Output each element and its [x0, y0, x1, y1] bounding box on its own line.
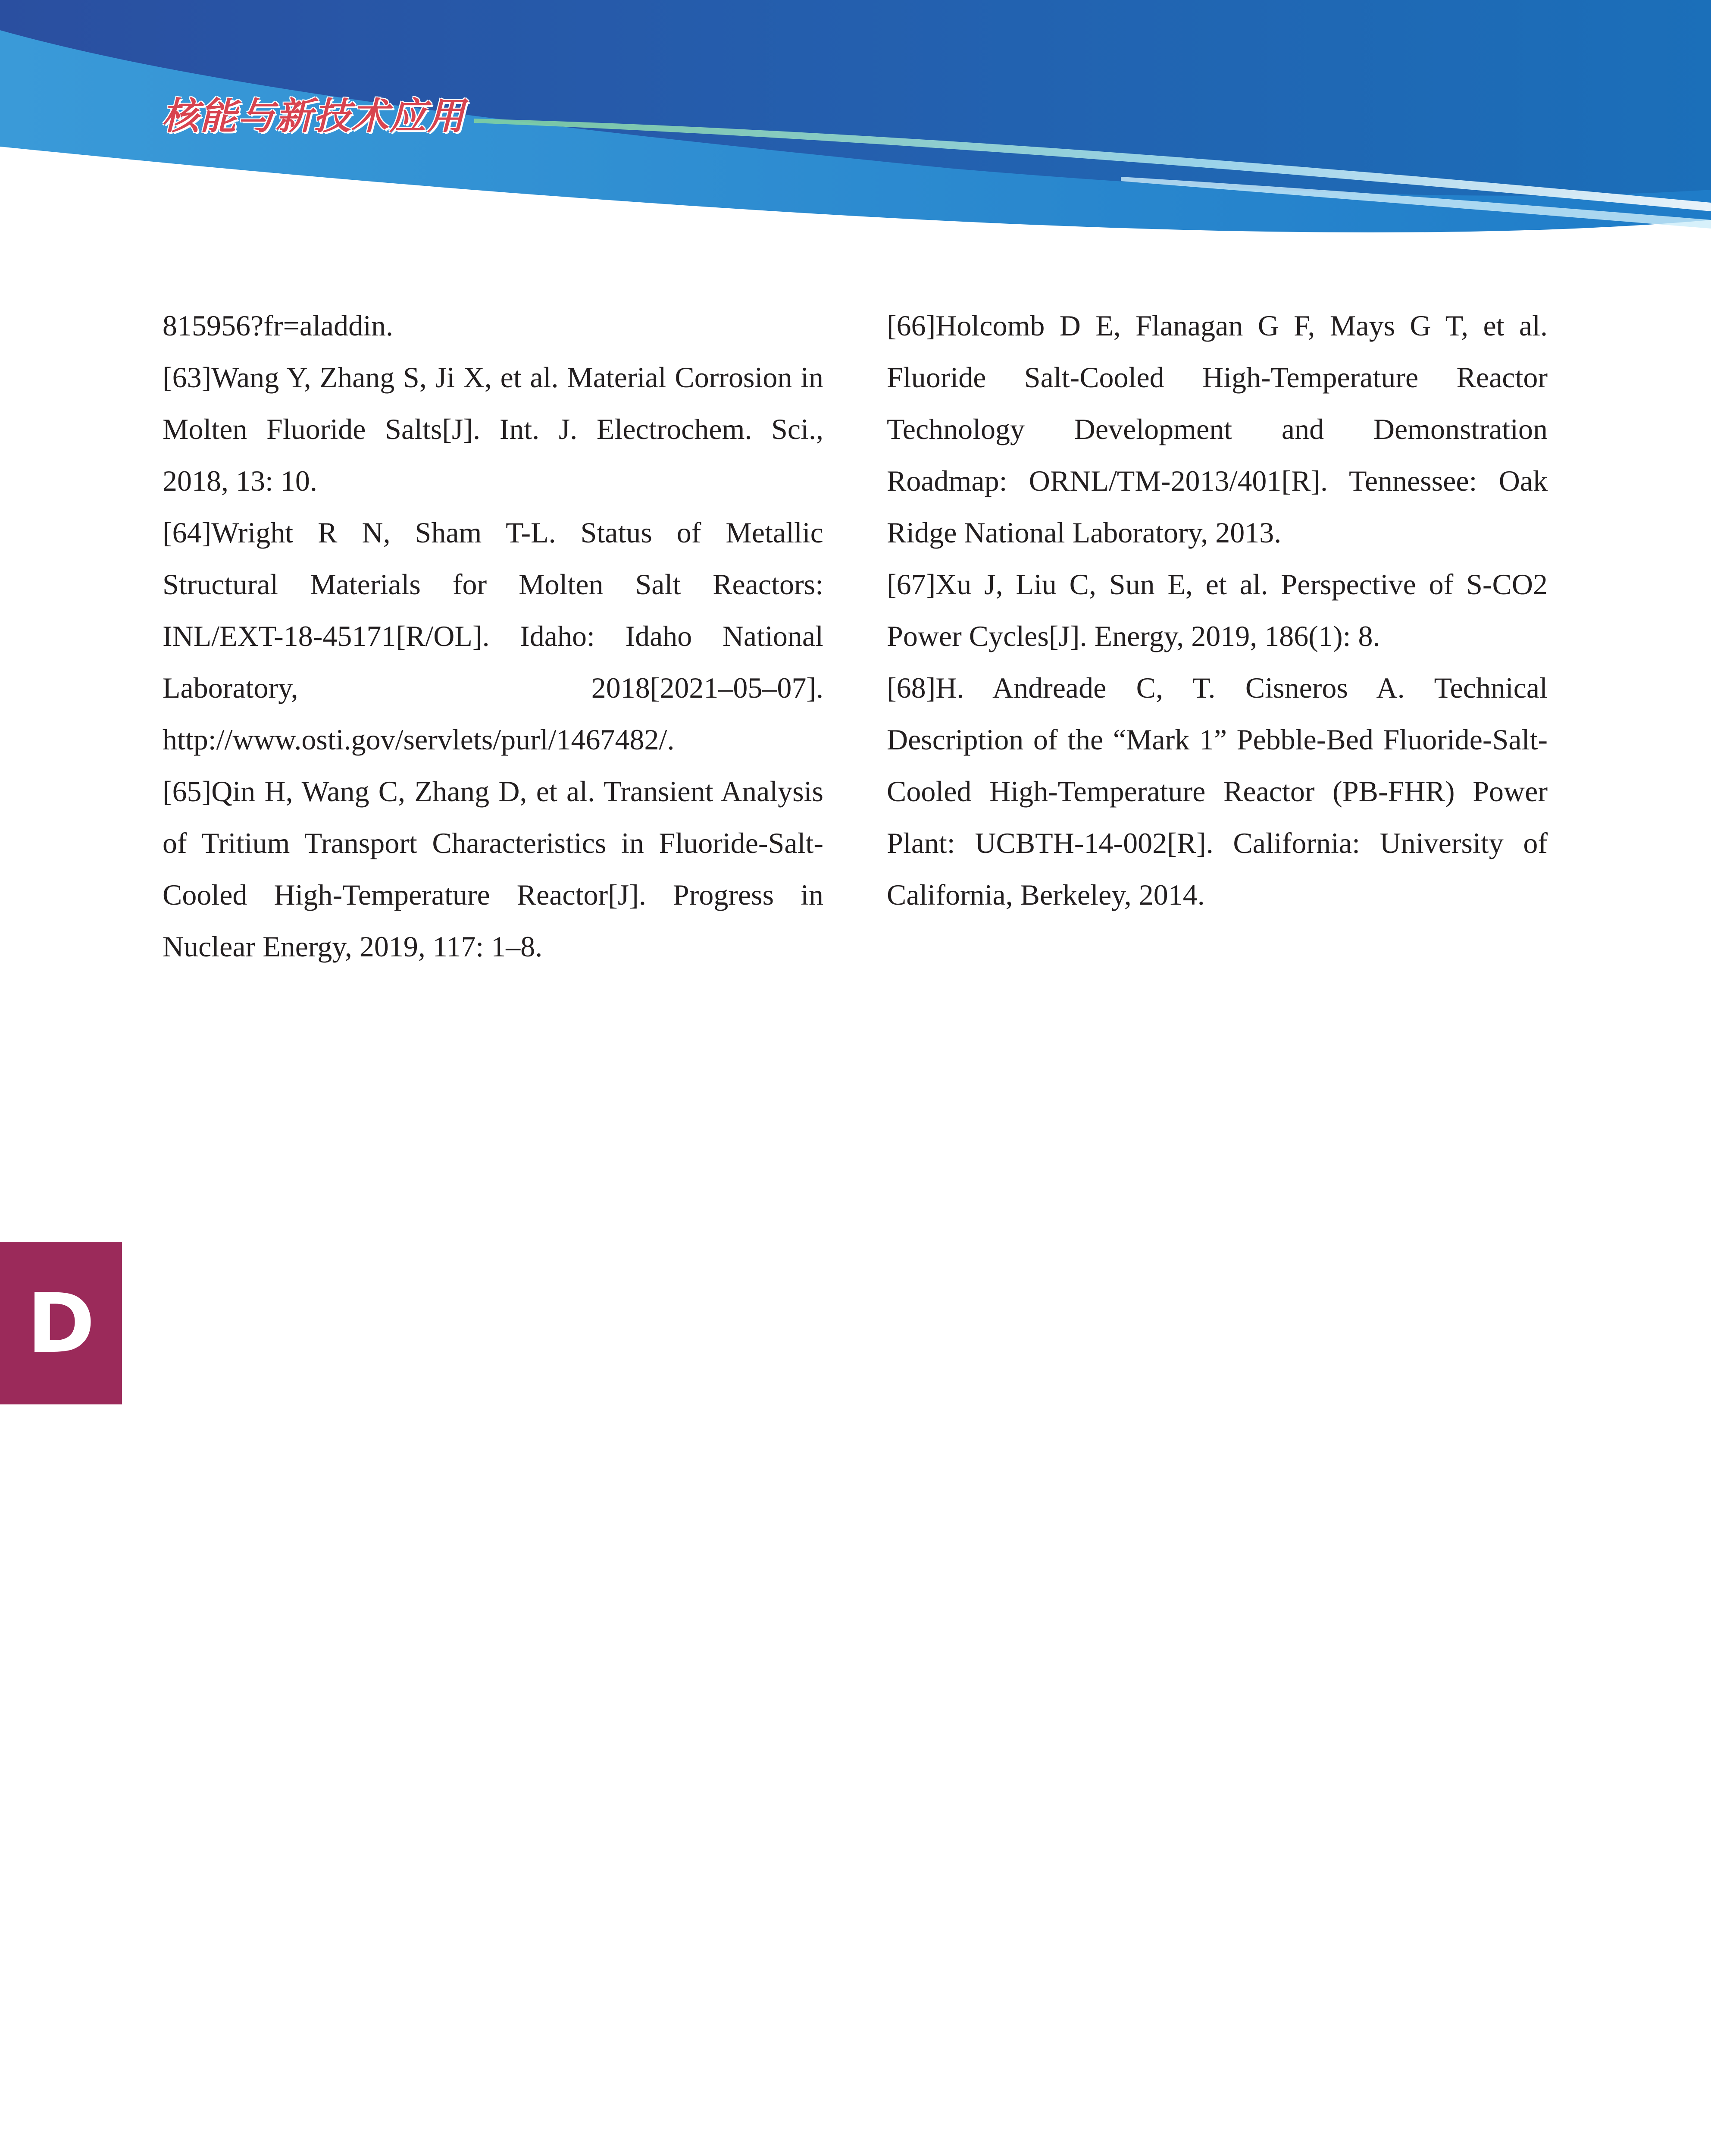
references-left-column	[163, 300, 823, 972]
reference-item: [64]Wright R N, Sham T-L. Status of Metallic Structural Materials for Molten Salt Reactors: INL/EXT-18-45171[R/OL]. Idaho: Idaho National Laboratory, 2018[2021–05–07]. http://www.osti.gov/servlets/purl/1467482/.	[163, 516, 823, 756]
journal-title: 核能与新技术应用	[162, 95, 465, 138]
reference-item: 815956?fr=aladdin.	[163, 309, 393, 342]
reference-item: [63]Wang Y, Zhang S, Ji X, et al. Material Corrosion in Molten Fluoride Salts[J]. Int. J. Electrochem. Sci., 2018, 13: 10.	[163, 361, 823, 497]
reference-item: [67]Xu J, Liu C, Sun E, et al. Perspective of S-CO2 Power Cycles[J]. Energy, 2019, 186(1): 8.	[887, 568, 1548, 652]
section-tab	[0, 1242, 122, 1404]
references-right-column	[887, 300, 1548, 921]
reference-item: [68]H. Andreade C, T. Cisneros A. Technical Description of the “Mark 1” Pebble-Bed Fluoride-Salt-Cooled High-Temperature Reactor (PB-FHR) Power Plant: UCBTH-14-002[R]. California: University of California, Berkeley, 2014.	[887, 671, 1548, 911]
reference-item: [66]Holcomb D E, Flanagan G F, Mays G T, et al. Fluoride Salt-Cooled High-Temperature Reactor Technology Development and Demonstration Roadmap: ORNL/TM-2013/401[R]. Tennessee: Oak Ridge National Laboratory, 2013.	[887, 309, 1548, 549]
section-tab-letter: D	[27, 1275, 95, 1371]
reference-item: [65]Qin H, Wang C, Zhang D, et al. Transient Analysis of Tritium Transport Characteristics in Fluoride-Salt-Cooled High-Temperature Reactor[J]. Progress in Nuclear Energy, 2019, 117: 1–8.	[163, 775, 823, 963]
